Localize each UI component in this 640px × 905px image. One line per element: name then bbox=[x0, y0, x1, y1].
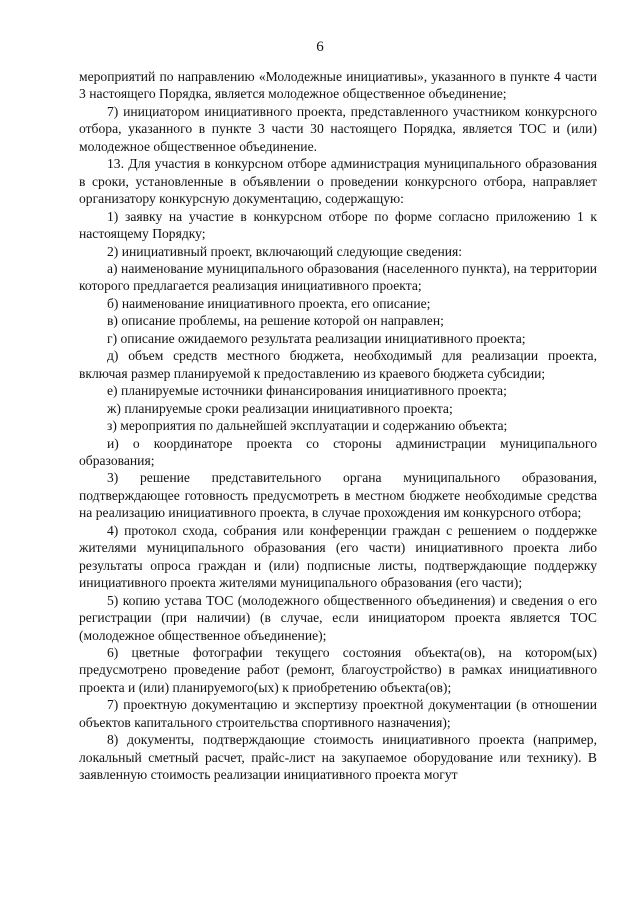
document-body bbox=[79, 68, 597, 784]
paragraph: 13. Для участия в конкурсном отборе администрация муниципального образования в сроки, установленные в объявлении о проведении конкурсного отбора, направляет организатору конкурсную документацию, содержащую: bbox=[79, 156, 597, 207]
paragraph: в) описание проблемы, на решение которой он направлен; bbox=[107, 313, 444, 329]
paragraph: з) мероприятия по дальнейшей эксплуатации и содержанию объекта; bbox=[107, 418, 508, 434]
paragraph: а) наименование муниципального образования (населенного пункта), на территории которого предлагается реализация инициативного проекта; bbox=[79, 260, 597, 294]
paragraph: мероприятий по направлению «Молодежные инициативы», указанного в пункте 4 части 3 настоящего Порядка, является молодежное общественное объединение; bbox=[79, 69, 597, 102]
paragraph: е) планируемые источники финансирования инициативного проекта; bbox=[107, 383, 507, 399]
paragraph: д) объем средств местного бюджета, необходимый для реализации проекта, включая размер планируемой к предоставлению из краевого бюджета субсидии; bbox=[79, 348, 597, 381]
paragraph: ж) планируемые сроки реализации инициативного проекта; bbox=[107, 400, 453, 416]
paragraph: 7) проектную документацию и экспертизу проектной документации (в отношении объектов капитального строительства спортивного назначения); bbox=[79, 697, 597, 730]
paragraph: 8) документы, подтверждающие стоимость инициативного проекта (например, локальный сметный расчет, прайс-лист на закупаемое оборудование или технику). В заявленную стоимость реализации инициативного проекта могут bbox=[79, 732, 597, 783]
paragraph: 3) решение представительного органа муниципального образования, подтверждающее готовность предусмотреть в местном бюджете необходимые средства на реализацию инициативного проекта, в случае прохождения им конкурсного отбора; bbox=[79, 470, 597, 521]
paragraph: 2) инициативный проект, включающий следующие сведения: bbox=[107, 243, 463, 259]
paragraph: 5) копию устава ТОС (молодежного общественного объединения) и сведения о его регистрации (при наличии) (в случае, если инициатором проекта является ТОС (молодежное общественное объединение); bbox=[79, 592, 597, 643]
paragraph: 6) цветные фотографии текущего состояния объекта(ов), на котором(ых) предусмотрено проведение работ (ремонт, благоустройство) в рамках инициативного проекта и (или) планируемого(ых) к приобретению объекта(ов); bbox=[79, 644, 597, 695]
paragraph: г) описание ожидаемого результата реализации инициативного проекта; bbox=[107, 330, 526, 346]
paragraph: 1) заявку на участие в конкурсном отборе по форме согласно приложению 1 к настоящему Порядку; bbox=[79, 208, 597, 242]
paragraph: 4) протокол схода, собрания или конференции граждан с решением о поддержке жителями муниципального образования (его части) инициативного проекта либо результаты опроса граждан и (или) подписные листы, подтверждающие поддержку инициативного проекта жителями муниципального образования (его части); bbox=[79, 522, 597, 591]
paragraph: и) о координаторе проекта со стороны администрации муниципального образования; bbox=[79, 435, 597, 468]
paragraph: б) наименование инициативного проекта, его описание; bbox=[107, 295, 431, 311]
page-number: 6 bbox=[316, 39, 324, 55]
paragraph: 7) инициатором инициативного проекта, представленного участником конкурсного отбора, указанного в пункте 3 части 30 настоящего Порядка, является ТОС и (или) молодежное общественное объединение. bbox=[79, 103, 597, 154]
